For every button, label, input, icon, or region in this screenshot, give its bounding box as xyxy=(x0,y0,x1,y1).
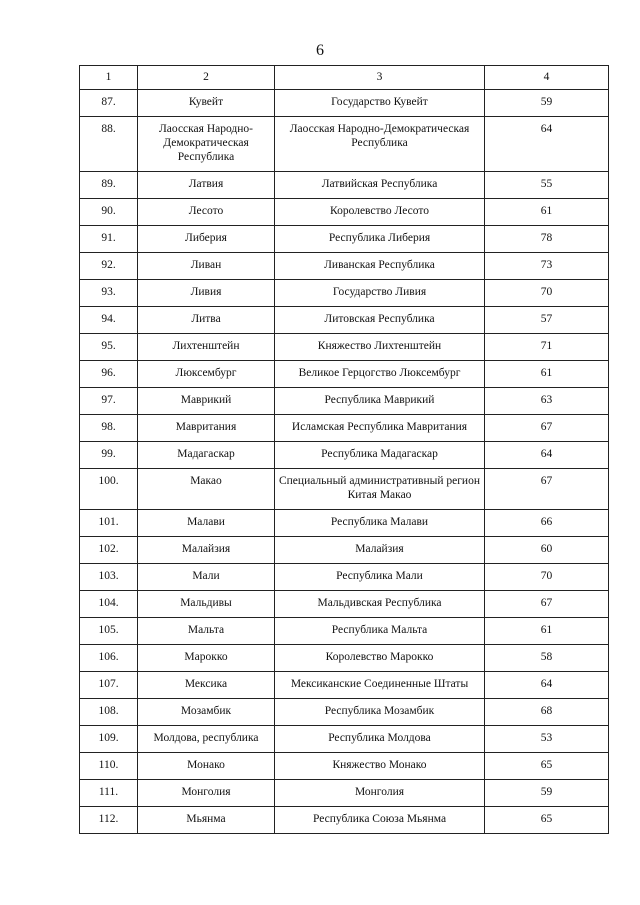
country-full-name: Лаосская Народно-Демократическая Республика xyxy=(275,117,485,172)
row-value: 64 xyxy=(485,672,609,699)
country-full-name: Государство Ливия xyxy=(275,280,485,307)
country-short-name: Малави xyxy=(138,510,275,537)
table-row xyxy=(80,591,609,618)
country-full-name: Монголия xyxy=(275,780,485,807)
row-value: 67 xyxy=(485,469,609,510)
country-short-name: Лихтенштейн xyxy=(138,334,275,361)
row-value: 65 xyxy=(485,753,609,780)
header-cell-2: 2 xyxy=(138,66,275,90)
country-short-name: Кувейт xyxy=(138,90,275,117)
country-short-name: Люксембург xyxy=(138,361,275,388)
row-value: 63 xyxy=(485,388,609,415)
table-row xyxy=(80,388,609,415)
table-row xyxy=(80,564,609,591)
row-number: 103. xyxy=(80,564,138,591)
table-row xyxy=(80,537,609,564)
row-number: 110. xyxy=(80,753,138,780)
country-short-name: Монако xyxy=(138,753,275,780)
country-full-name: Княжество Монако xyxy=(275,753,485,780)
table-row xyxy=(80,753,609,780)
countries-table xyxy=(79,65,609,834)
country-short-name: Лаосская Народно-Демократическая Республика xyxy=(138,117,275,172)
table-row xyxy=(80,726,609,753)
table-row xyxy=(80,618,609,645)
country-full-name: Королевство Марокко xyxy=(275,645,485,672)
country-short-name: Макао xyxy=(138,469,275,510)
country-full-name: Республика Мали xyxy=(275,564,485,591)
row-number: 100. xyxy=(80,469,138,510)
country-full-name: Великое Герцогство Люксембург xyxy=(275,361,485,388)
country-short-name: Литва xyxy=(138,307,275,334)
country-short-name: Латвия xyxy=(138,172,275,199)
row-number: 111. xyxy=(80,780,138,807)
country-short-name: Ливан xyxy=(138,253,275,280)
country-short-name: Мозамбик xyxy=(138,699,275,726)
country-short-name: Мавритания xyxy=(138,415,275,442)
country-short-name: Ливия xyxy=(138,280,275,307)
row-number: 95. xyxy=(80,334,138,361)
table-row xyxy=(80,807,609,834)
table-row xyxy=(80,361,609,388)
table-row xyxy=(80,280,609,307)
row-value: 59 xyxy=(485,90,609,117)
row-value: 67 xyxy=(485,591,609,618)
country-full-name: Республика Союза Мьянма xyxy=(275,807,485,834)
table-row xyxy=(80,699,609,726)
country-short-name: Маврикий xyxy=(138,388,275,415)
row-value: 70 xyxy=(485,564,609,591)
country-full-name: Княжество Лихтенштейн xyxy=(275,334,485,361)
country-short-name: Мексика xyxy=(138,672,275,699)
row-number: 91. xyxy=(80,226,138,253)
country-short-name: Мальдивы xyxy=(138,591,275,618)
row-number: 98. xyxy=(80,415,138,442)
table-row xyxy=(80,645,609,672)
country-full-name: Государство Кувейт xyxy=(275,90,485,117)
table-row xyxy=(80,415,609,442)
country-short-name: Мали xyxy=(138,564,275,591)
country-full-name: Ливанская Республика xyxy=(275,253,485,280)
row-number: 101. xyxy=(80,510,138,537)
row-number: 96. xyxy=(80,361,138,388)
table-row xyxy=(80,780,609,807)
country-short-name: Монголия xyxy=(138,780,275,807)
country-full-name: Мексиканские Соединенные Штаты xyxy=(275,672,485,699)
country-short-name: Молдова, республика xyxy=(138,726,275,753)
row-number: 112. xyxy=(80,807,138,834)
country-full-name: Королевство Лесото xyxy=(275,199,485,226)
header-cell-4: 4 xyxy=(485,66,609,90)
table-row xyxy=(80,510,609,537)
country-short-name: Мальта xyxy=(138,618,275,645)
row-value: 61 xyxy=(485,199,609,226)
table-row xyxy=(80,334,609,361)
row-value: 66 xyxy=(485,510,609,537)
row-number: 105. xyxy=(80,618,138,645)
country-full-name: Республика Мозамбик xyxy=(275,699,485,726)
row-number: 90. xyxy=(80,199,138,226)
header-cell-1: 1 xyxy=(80,66,138,90)
row-value: 78 xyxy=(485,226,609,253)
row-value: 58 xyxy=(485,645,609,672)
country-full-name: Малайзия xyxy=(275,537,485,564)
country-short-name: Мьянма xyxy=(138,807,275,834)
table-row xyxy=(80,672,609,699)
row-number: 102. xyxy=(80,537,138,564)
table-row xyxy=(80,172,609,199)
row-number: 88. xyxy=(80,117,138,172)
row-value: 68 xyxy=(485,699,609,726)
country-full-name: Республика Либерия xyxy=(275,226,485,253)
table-row xyxy=(80,253,609,280)
page-number: 6 xyxy=(316,42,324,59)
row-number: 109. xyxy=(80,726,138,753)
country-full-name: Республика Мальта xyxy=(275,618,485,645)
row-value: 67 xyxy=(485,415,609,442)
country-full-name: Литовская Республика xyxy=(275,307,485,334)
country-full-name: Латвийская Республика xyxy=(275,172,485,199)
row-value: 55 xyxy=(485,172,609,199)
table-row xyxy=(80,90,609,117)
row-number: 107. xyxy=(80,672,138,699)
row-number: 97. xyxy=(80,388,138,415)
country-short-name: Либерия xyxy=(138,226,275,253)
row-value: 71 xyxy=(485,334,609,361)
row-number: 93. xyxy=(80,280,138,307)
row-value: 73 xyxy=(485,253,609,280)
row-value: 60 xyxy=(485,537,609,564)
row-number: 106. xyxy=(80,645,138,672)
row-value: 70 xyxy=(485,280,609,307)
row-value: 59 xyxy=(485,780,609,807)
header-cell-3: 3 xyxy=(275,66,485,90)
row-number: 89. xyxy=(80,172,138,199)
row-value: 53 xyxy=(485,726,609,753)
row-value: 64 xyxy=(485,117,609,172)
table-row xyxy=(80,442,609,469)
country-full-name: Республика Мадагаскар xyxy=(275,442,485,469)
row-number: 99. xyxy=(80,442,138,469)
table-row xyxy=(80,199,609,226)
row-number: 94. xyxy=(80,307,138,334)
row-number: 87. xyxy=(80,90,138,117)
country-short-name: Мадагаскар xyxy=(138,442,275,469)
country-short-name: Марокко xyxy=(138,645,275,672)
table-row xyxy=(80,117,609,172)
row-value: 64 xyxy=(485,442,609,469)
row-value: 61 xyxy=(485,618,609,645)
table-row xyxy=(80,307,609,334)
table-row xyxy=(80,226,609,253)
table-header-row xyxy=(80,66,609,90)
row-number: 108. xyxy=(80,699,138,726)
country-full-name: Республика Молдова xyxy=(275,726,485,753)
row-number: 104. xyxy=(80,591,138,618)
table-row xyxy=(80,469,609,510)
country-full-name: Специальный административный регион Китая Макао xyxy=(275,469,485,510)
row-value: 57 xyxy=(485,307,609,334)
country-short-name: Лесото xyxy=(138,199,275,226)
country-short-name: Малайзия xyxy=(138,537,275,564)
row-number: 92. xyxy=(80,253,138,280)
country-full-name: Исламская Республика Мавритания xyxy=(275,415,485,442)
country-full-name: Республика Маврикий xyxy=(275,388,485,415)
country-full-name: Республика Малави xyxy=(275,510,485,537)
row-value: 61 xyxy=(485,361,609,388)
row-value: 65 xyxy=(485,807,609,834)
country-full-name: Мальдивская Республика xyxy=(275,591,485,618)
